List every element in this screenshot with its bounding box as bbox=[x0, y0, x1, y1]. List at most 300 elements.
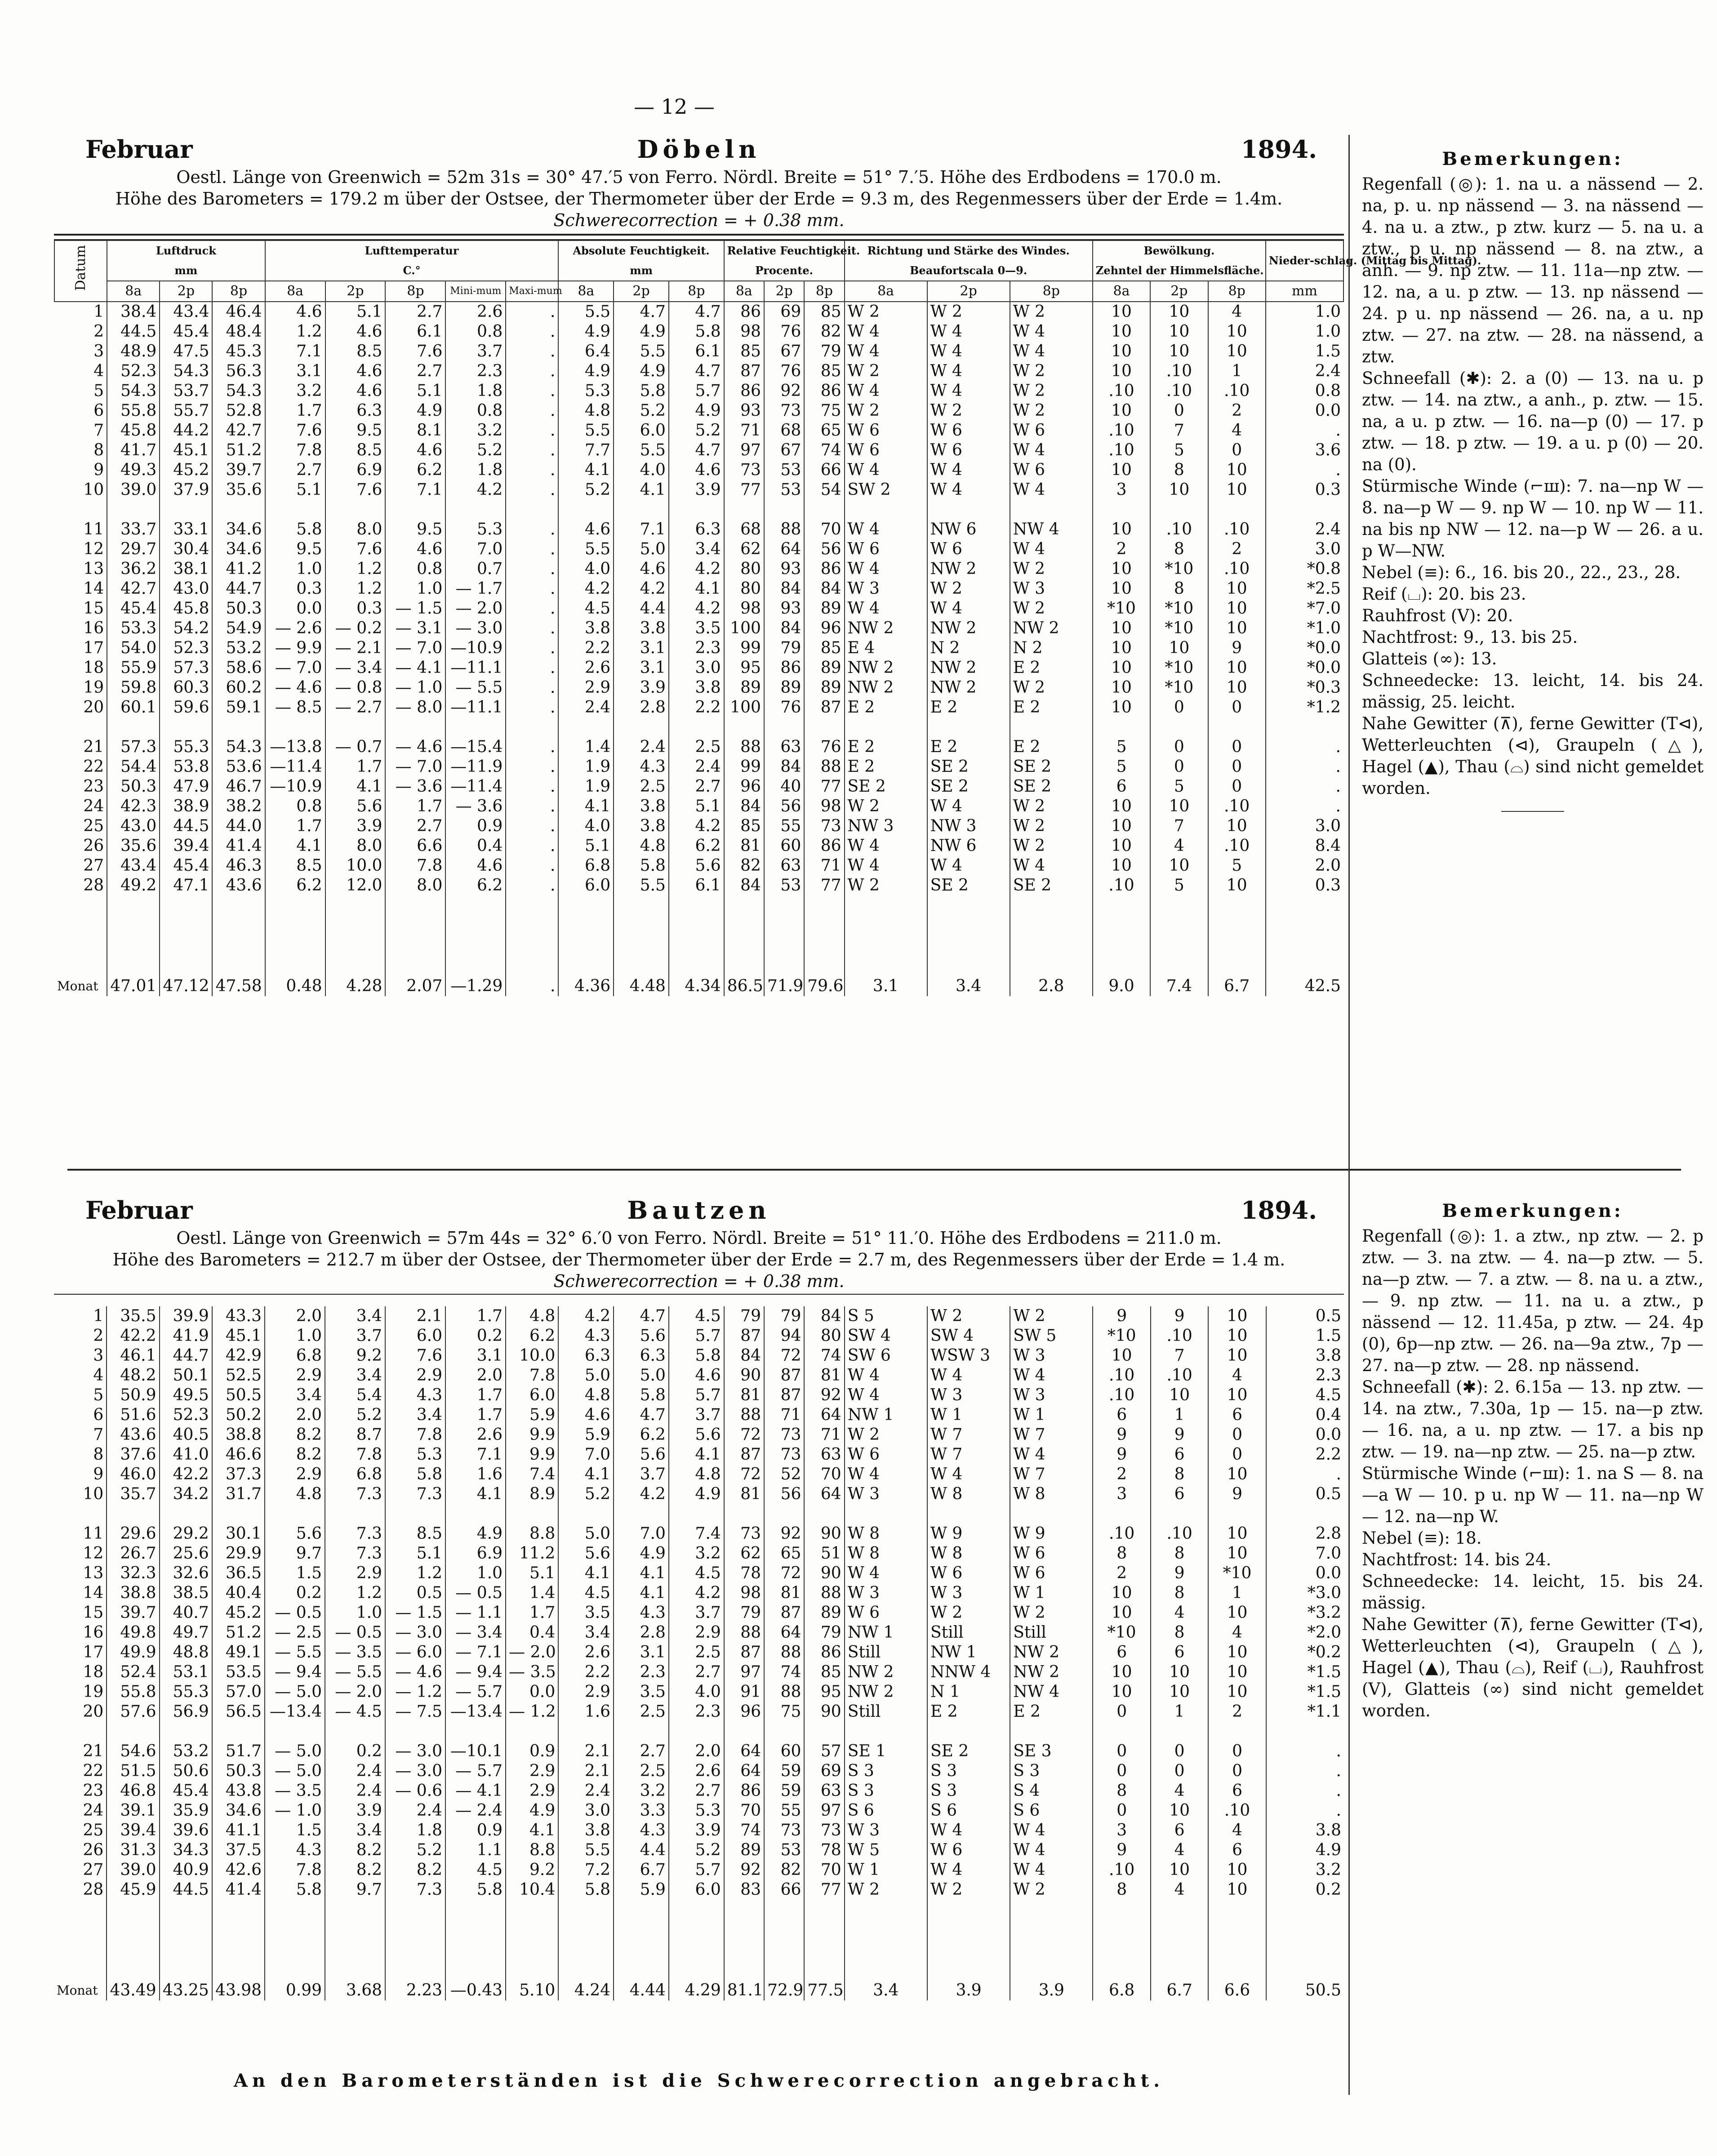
table-cell: 51.7 bbox=[212, 1742, 265, 1761]
table-cell: 10 bbox=[1093, 401, 1150, 421]
monthly-mean-cell: 3.9 bbox=[1010, 1981, 1093, 2000]
table-cell: 0.8 bbox=[445, 322, 506, 342]
table-cell: 44.7 bbox=[212, 579, 265, 599]
table-cell: 10 bbox=[1093, 302, 1150, 322]
table-cell: W 2 bbox=[927, 1306, 1010, 1326]
table-cell: 72 bbox=[724, 1465, 764, 1484]
table-cell: 0.0 bbox=[1266, 401, 1343, 421]
table-cell: NNW 4 bbox=[927, 1662, 1010, 1682]
table-cell: *10 bbox=[1150, 658, 1208, 678]
table-cell: 0.9 bbox=[445, 816, 506, 836]
table-cell: 41.0 bbox=[160, 1445, 212, 1465]
table-cell: 4.7 bbox=[669, 302, 724, 322]
table-cell: .10 bbox=[1093, 876, 1150, 895]
table-cell: 99 bbox=[724, 757, 764, 777]
table-cell: NW 4 bbox=[1010, 520, 1093, 539]
table-cell: 4 bbox=[1208, 1366, 1266, 1385]
table-cell: 6.1 bbox=[669, 342, 724, 361]
table-cell: 57.6 bbox=[107, 1702, 159, 1722]
table-cell: S 6 bbox=[845, 1801, 927, 1821]
table-cell: 5.3 bbox=[669, 1801, 724, 1821]
monthly-mean-cell: —1.29 bbox=[445, 976, 506, 996]
table-cell: 56.3 bbox=[212, 361, 265, 381]
table-cell: W 2 bbox=[927, 579, 1010, 599]
table-cell: 4.1 bbox=[669, 1445, 724, 1465]
table-cell: 1.8 bbox=[385, 1821, 445, 1840]
subheader: 2p bbox=[1150, 281, 1208, 302]
table-cell: 56.9 bbox=[160, 1702, 212, 1722]
table-cell: 34.2 bbox=[160, 1484, 212, 1504]
table-cell: WSW 3 bbox=[927, 1346, 1010, 1366]
table-cell: W 2 bbox=[1010, 599, 1093, 619]
row-date: 4 bbox=[93, 1366, 104, 1385]
table-cell: 76 bbox=[764, 698, 804, 717]
table-cell: 92 bbox=[764, 381, 804, 401]
table-cell: 0 bbox=[1208, 1425, 1266, 1445]
table-row bbox=[54, 1564, 1344, 1583]
table-cell: 4.5 bbox=[558, 1583, 614, 1603]
table-cell: 10 bbox=[1093, 361, 1150, 381]
table-cell: 1.2 bbox=[325, 1583, 385, 1603]
table-cell: S 3 bbox=[845, 1781, 927, 1801]
row-date: 24 bbox=[83, 1801, 104, 1820]
row-date: 12 bbox=[83, 1544, 104, 1563]
table-cell: NW 2 bbox=[927, 678, 1010, 698]
table-cell: 6 bbox=[1151, 1643, 1208, 1662]
table-cell: 10 bbox=[1208, 1306, 1266, 1326]
table-cell: 50.2 bbox=[212, 1405, 265, 1425]
monat-label: Monat bbox=[57, 979, 98, 993]
table-cell: 42.2 bbox=[160, 1465, 212, 1484]
table-cell: 4.0 bbox=[669, 1682, 724, 1702]
table-cell: 10 bbox=[1093, 658, 1150, 678]
table-cell: 40.9 bbox=[160, 1860, 212, 1880]
monthly-mean-cell: 43.25 bbox=[160, 1981, 212, 2000]
row-date: 22 bbox=[83, 1762, 104, 1780]
table-cell: 7.8 bbox=[265, 441, 325, 460]
table-cell: 1.8 bbox=[445, 381, 506, 401]
table-cell: 3.1 bbox=[614, 1643, 669, 1662]
table-cell: 4.1 bbox=[506, 1821, 558, 1840]
table-cell: 0.0 bbox=[506, 1682, 558, 1702]
table-cell: . bbox=[506, 678, 558, 698]
table-cell: 8.2 bbox=[265, 1425, 325, 1445]
table-cell: — 9.9 bbox=[265, 638, 325, 658]
table-cell: 0 bbox=[1093, 1761, 1150, 1781]
table-cell: 33.1 bbox=[160, 520, 212, 539]
table-cell: 51.6 bbox=[107, 1405, 159, 1425]
table-cell: 43.8 bbox=[212, 1781, 265, 1801]
table-cell: 53 bbox=[764, 460, 804, 480]
table-cell: 3.8 bbox=[558, 1821, 614, 1840]
remark-entry: Nebel (≡): 6., 16. bis 20., 22., 23., 28. bbox=[1362, 563, 1681, 582]
row-date: 26 bbox=[83, 1841, 104, 1859]
table-cell: 3.4 bbox=[325, 1366, 385, 1385]
table-cell: 1.7 bbox=[445, 1306, 506, 1326]
table-cell: *1.1 bbox=[1266, 1702, 1344, 1722]
table-cell: 10 bbox=[1208, 322, 1266, 342]
table-cell: 8.2 bbox=[265, 1445, 325, 1465]
monthly-mean-cell: 50.5 bbox=[1266, 1981, 1344, 2000]
table-cell: 10 bbox=[1208, 1860, 1266, 1880]
table-cell: 10 bbox=[1208, 1346, 1266, 1366]
table-cell: 5.6 bbox=[614, 1445, 669, 1465]
row-date: 24 bbox=[83, 797, 104, 815]
table-cell: 4.3 bbox=[385, 1385, 445, 1405]
remark-entry: Stürmische Winde (⌐ш): 1. na S — 8. na—a W — 10. p u. np W — 11. na—np W — 12. na—np W. bbox=[1362, 1464, 1704, 1526]
table-cell: 4.2 bbox=[669, 599, 724, 619]
station-bautzen bbox=[54, 1196, 1344, 2000]
table-cell: 0 bbox=[1151, 1742, 1208, 1761]
table-cell: 5.6 bbox=[558, 1544, 614, 1564]
table-cell: 81 bbox=[764, 1583, 804, 1603]
table-cell: — 3.1 bbox=[385, 619, 445, 638]
row-date: 16 bbox=[83, 1623, 104, 1642]
table-cell: W 2 bbox=[1010, 797, 1093, 816]
table-cell: 39.1 bbox=[107, 1801, 159, 1821]
table-cell: 1.1 bbox=[445, 1840, 506, 1860]
table-cell: 6.0 bbox=[614, 421, 669, 441]
table-cell: 87 bbox=[764, 1385, 804, 1405]
table-row bbox=[54, 579, 1343, 599]
rel-feuchte-header: Relative Feuchtigkeit. Procente. bbox=[724, 241, 845, 281]
table-cell: 5.2 bbox=[445, 441, 506, 460]
table-row bbox=[54, 619, 1343, 638]
table-cell: .10 bbox=[1150, 520, 1208, 539]
table-cell: . bbox=[506, 777, 558, 797]
table-cell: 7.6 bbox=[265, 421, 325, 441]
table-cell: — 4.1 bbox=[385, 658, 445, 678]
table-cell: 3.1 bbox=[265, 361, 325, 381]
monthly-mean-cell: 6.7 bbox=[1151, 1981, 1208, 2000]
table-cell: 86 bbox=[764, 658, 804, 678]
table-cell: SE 2 bbox=[927, 1742, 1010, 1761]
table-cell: W 4 bbox=[845, 856, 927, 876]
table-cell: 9.5 bbox=[385, 520, 445, 539]
table-cell: 1.7 bbox=[265, 816, 325, 836]
month-label: Februar bbox=[85, 1196, 193, 1225]
row-date: 7 bbox=[93, 1425, 104, 1444]
table-cell: 74 bbox=[804, 1346, 844, 1366]
table-cell: 10 bbox=[1208, 1465, 1266, 1484]
table-cell: 1.5 bbox=[265, 1821, 325, 1840]
table-cell: — 7.0 bbox=[265, 658, 325, 678]
table-cell: 4.9 bbox=[614, 1544, 669, 1564]
table-cell: 0.0 bbox=[1266, 1425, 1344, 1445]
table-cell: . bbox=[1266, 1742, 1344, 1761]
table-cell: 0.2 bbox=[325, 1742, 385, 1761]
table-cell: 3.8 bbox=[669, 678, 724, 698]
table-cell: 73 bbox=[764, 1425, 804, 1445]
table-cell: 10 bbox=[1151, 1662, 1208, 1682]
table-cell: . bbox=[1266, 1781, 1344, 1801]
table-cell: 3.9 bbox=[325, 816, 386, 836]
table-cell: 8 bbox=[1151, 1465, 1208, 1484]
table-cell: 2.8 bbox=[614, 698, 669, 717]
table-cell: S 6 bbox=[927, 1801, 1010, 1821]
table-cell: 88 bbox=[804, 1583, 844, 1603]
table-cell: 7.3 bbox=[385, 1484, 445, 1504]
table-cell: 0 bbox=[1150, 401, 1208, 421]
remarks-title: Bemerkungen: bbox=[1442, 1200, 1624, 1221]
subheader: 8a bbox=[265, 281, 325, 302]
row-date: 4 bbox=[93, 362, 104, 380]
table-cell: 52 bbox=[764, 1465, 804, 1484]
subheader: 8p bbox=[212, 281, 265, 302]
table-cell: 4.6 bbox=[669, 1366, 724, 1385]
table-cell: 2.2 bbox=[558, 1662, 614, 1682]
row-date: 11 bbox=[83, 520, 104, 539]
table-cell: 63 bbox=[764, 737, 804, 757]
table-cell: 8.5 bbox=[385, 1524, 445, 1544]
table-cell: 46.4 bbox=[212, 302, 265, 322]
table-cell: S 3 bbox=[845, 1761, 927, 1781]
table-cell: 4.9 bbox=[1266, 1840, 1344, 1860]
table-cell: — 3.0 bbox=[385, 1761, 445, 1781]
table-cell: 1.7 bbox=[325, 757, 386, 777]
table-cell: — 2.0 bbox=[445, 599, 506, 619]
monthly-mean-cell: 72.9 bbox=[764, 1981, 804, 2000]
table-cell: W 2 bbox=[845, 1425, 927, 1445]
table-cell: 89 bbox=[724, 1840, 764, 1860]
table-cell: .10 bbox=[1208, 559, 1266, 579]
table-cell: 9 bbox=[1151, 1425, 1208, 1445]
row-date: 21 bbox=[83, 738, 104, 756]
table-cell: 6.0 bbox=[558, 876, 614, 895]
table-cell: 71 bbox=[804, 1425, 844, 1445]
table-cell: W 7 bbox=[1010, 1465, 1093, 1484]
table-cell: — 0.2 bbox=[325, 619, 386, 638]
table-cell: 10 bbox=[1208, 1524, 1266, 1544]
table-cell: 6.9 bbox=[325, 460, 386, 480]
table-cell: 0.4 bbox=[445, 836, 506, 856]
table-cell: 2.4 bbox=[385, 1801, 445, 1821]
table-cell: 2.0 bbox=[669, 1742, 724, 1761]
table-cell: — 3.5 bbox=[325, 1643, 385, 1662]
table-cell: 3.1 bbox=[614, 658, 669, 678]
row-date: 20 bbox=[83, 1702, 104, 1721]
table-cell: 0 bbox=[1150, 737, 1208, 757]
table-cell: 86 bbox=[804, 559, 844, 579]
table-row bbox=[54, 1880, 1344, 1900]
table-cell: — 1.7 bbox=[445, 579, 506, 599]
table-cell: —10.9 bbox=[445, 638, 506, 658]
table-cell: 81 bbox=[804, 1366, 844, 1385]
table-cell: 44.2 bbox=[160, 421, 212, 441]
table-cell: — 2.4 bbox=[445, 1801, 506, 1821]
row-date: 23 bbox=[83, 1782, 104, 1800]
table-row bbox=[54, 1860, 1344, 1880]
table-cell: .10 bbox=[1150, 361, 1208, 381]
table-cell: 47.1 bbox=[160, 876, 212, 895]
table-cell: 1 bbox=[1151, 1405, 1208, 1425]
table-cell: 6.2 bbox=[614, 1425, 669, 1445]
monthly-mean-row bbox=[54, 1981, 1344, 2000]
table-cell: 84 bbox=[764, 579, 804, 599]
table-cell: W 6 bbox=[845, 1603, 927, 1623]
table-row bbox=[54, 856, 1343, 876]
table-cell: 4.8 bbox=[614, 836, 669, 856]
table-cell: . bbox=[506, 322, 558, 342]
remark-entry: Nebel (≡): 18. bbox=[1362, 1528, 1482, 1548]
table-cell: 43.6 bbox=[107, 1425, 159, 1445]
table-cell: 93 bbox=[724, 401, 764, 421]
table-cell: 5.1 bbox=[669, 797, 724, 816]
table-cell: 10 bbox=[1208, 1682, 1266, 1702]
table-cell: 3.0 bbox=[1266, 816, 1343, 836]
table-cell: 4.9 bbox=[614, 361, 669, 381]
table-cell: W 3 bbox=[1010, 1346, 1093, 1366]
table-cell: 4.9 bbox=[445, 1524, 506, 1544]
table-cell: 64 bbox=[764, 539, 804, 559]
table-cell: 66 bbox=[804, 460, 844, 480]
table-cell: 4.2 bbox=[614, 1484, 669, 1504]
table-cell: 76 bbox=[764, 361, 804, 381]
table-cell: 1.0 bbox=[1266, 322, 1343, 342]
table-cell: 4.2 bbox=[558, 1306, 614, 1326]
table-cell: *10 bbox=[1150, 678, 1208, 698]
table-cell: W 2 bbox=[1010, 816, 1093, 836]
row-date: 15 bbox=[83, 599, 104, 618]
table-cell: 56 bbox=[764, 797, 804, 816]
table-cell: W 4 bbox=[845, 1564, 927, 1583]
monthly-mean-cell: 4.29 bbox=[669, 1981, 724, 2000]
table-cell: 10 bbox=[1093, 1583, 1150, 1603]
table-cell: 4.3 bbox=[614, 757, 669, 777]
table-cell: 45.4 bbox=[160, 1781, 212, 1801]
table-cell: W 3 bbox=[845, 1821, 927, 1840]
table-cell: — 1.1 bbox=[445, 1603, 506, 1623]
table-cell: 4 bbox=[1151, 1603, 1208, 1623]
table-cell: 81 bbox=[724, 1484, 764, 1504]
table-cell: 10 bbox=[1208, 1643, 1266, 1662]
table-cell: 2.1 bbox=[558, 1742, 614, 1761]
table-cell: 6.9 bbox=[445, 1544, 506, 1564]
table-cell: 3.7 bbox=[325, 1326, 385, 1346]
row-date: 22 bbox=[83, 757, 104, 776]
table-cell: 66 bbox=[764, 1880, 804, 1900]
month-label: Februar bbox=[85, 135, 193, 164]
table-cell: — 5.5 bbox=[445, 678, 506, 698]
table-cell: SW 4 bbox=[927, 1326, 1010, 1346]
table-cell: 55 bbox=[764, 1801, 804, 1821]
table-cell: 2.7 bbox=[385, 361, 445, 381]
table-row bbox=[54, 1366, 1344, 1385]
table-cell: 7.8 bbox=[385, 1425, 445, 1445]
table-row bbox=[54, 1840, 1344, 1860]
table-cell: 37.9 bbox=[160, 480, 212, 500]
table-row bbox=[54, 342, 1343, 361]
table-cell: 40.5 bbox=[160, 1425, 212, 1445]
table-cell: 4.2 bbox=[669, 559, 724, 579]
table-cell: — 0.5 bbox=[445, 1583, 506, 1603]
table-cell: . bbox=[1266, 1801, 1344, 1821]
monthly-mean-cell: 0.99 bbox=[265, 1981, 325, 2000]
table-cell: . bbox=[506, 460, 558, 480]
table-cell: *1.2 bbox=[1266, 698, 1343, 717]
table-cell: 96 bbox=[724, 777, 764, 797]
table-cell: 98 bbox=[724, 1583, 764, 1603]
table-cell: W 3 bbox=[1010, 579, 1093, 599]
table-cell: 10 bbox=[1151, 1385, 1208, 1405]
table-cell: 0 bbox=[1093, 1742, 1150, 1761]
table-cell: 0.3 bbox=[1266, 876, 1343, 895]
table-cell: 89 bbox=[804, 599, 844, 619]
table-cell: 45.4 bbox=[160, 856, 212, 876]
table-cell: — 8.5 bbox=[265, 698, 325, 717]
table-cell: 4.0 bbox=[558, 816, 614, 836]
table-cell: 2.7 bbox=[669, 1781, 724, 1801]
table-cell: — 5.5 bbox=[265, 1643, 325, 1662]
table-cell: 0.2 bbox=[265, 1583, 325, 1603]
monthly-mean-cell: 3.4 bbox=[927, 976, 1010, 996]
table-row bbox=[54, 737, 1343, 757]
table-cell: 6 bbox=[1208, 1405, 1266, 1425]
table-cell: 6 bbox=[1151, 1484, 1208, 1504]
subheader: mm bbox=[1266, 281, 1343, 302]
table-cell: 2.6 bbox=[445, 302, 506, 322]
table-cell: 40.4 bbox=[212, 1583, 265, 1603]
monthly-mean-cell: 9.0 bbox=[1093, 976, 1150, 996]
wind-header: Richtung und Stärke des Windes. Beaufortscala 0—9. bbox=[845, 241, 1093, 281]
table-cell: 38.9 bbox=[160, 797, 212, 816]
table-cell: 64 bbox=[804, 1484, 844, 1504]
table-cell: 51.2 bbox=[212, 1623, 265, 1643]
table-cell: 52.4 bbox=[107, 1662, 159, 1682]
table-cell: 6.3 bbox=[325, 401, 386, 421]
monthly-mean-cell: 3.68 bbox=[325, 1981, 385, 2000]
table-cell: 6.0 bbox=[385, 1326, 445, 1346]
monthly-mean-cell: 2.07 bbox=[385, 976, 445, 996]
table-cell: 70 bbox=[804, 520, 844, 539]
table-row bbox=[54, 777, 1343, 797]
table-cell: 0.8 bbox=[445, 401, 506, 421]
table-cell: — 1.0 bbox=[265, 1801, 325, 1821]
table-cell: 7.6 bbox=[385, 342, 445, 361]
table-cell: 4.8 bbox=[265, 1484, 325, 1504]
table-cell: 9 bbox=[1093, 1445, 1150, 1465]
table-cell: 70 bbox=[724, 1801, 764, 1821]
table-cell: W 6 bbox=[845, 441, 927, 460]
table-cell: .10 bbox=[1208, 520, 1266, 539]
table-cell: — 2.0 bbox=[325, 1682, 385, 1702]
table-cell: 1.6 bbox=[445, 1465, 506, 1484]
table-cell: 10 bbox=[1093, 559, 1150, 579]
table-row bbox=[54, 1326, 1344, 1346]
table-cell: 2 bbox=[1208, 539, 1266, 559]
table-cell: 97 bbox=[724, 1662, 764, 1682]
table-cell: 8.8 bbox=[506, 1840, 558, 1860]
table-cell: W 2 bbox=[845, 361, 927, 381]
table-cell: 5.8 bbox=[614, 381, 669, 401]
table-cell: . bbox=[1266, 777, 1343, 797]
table-cell: E 2 bbox=[845, 698, 927, 717]
table-cell: 2 bbox=[1208, 401, 1266, 421]
table-cell: 5.3 bbox=[385, 1445, 445, 1465]
table-cell: 1.2 bbox=[325, 579, 386, 599]
table-cell: 10 bbox=[1208, 342, 1266, 361]
table-cell: 73 bbox=[764, 1821, 804, 1840]
table-cell: 55.8 bbox=[107, 1682, 159, 1702]
table-cell: 5.7 bbox=[669, 1860, 724, 1880]
table-cell: 4 bbox=[1151, 1880, 1208, 1900]
table-cell: W 4 bbox=[927, 480, 1010, 500]
table-cell: W 4 bbox=[1010, 441, 1093, 460]
subheader: 8p bbox=[1010, 281, 1093, 302]
table-cell: 2.4 bbox=[325, 1761, 385, 1781]
table-cell: 2.4 bbox=[558, 698, 614, 717]
table-cell: E 4 bbox=[845, 638, 927, 658]
